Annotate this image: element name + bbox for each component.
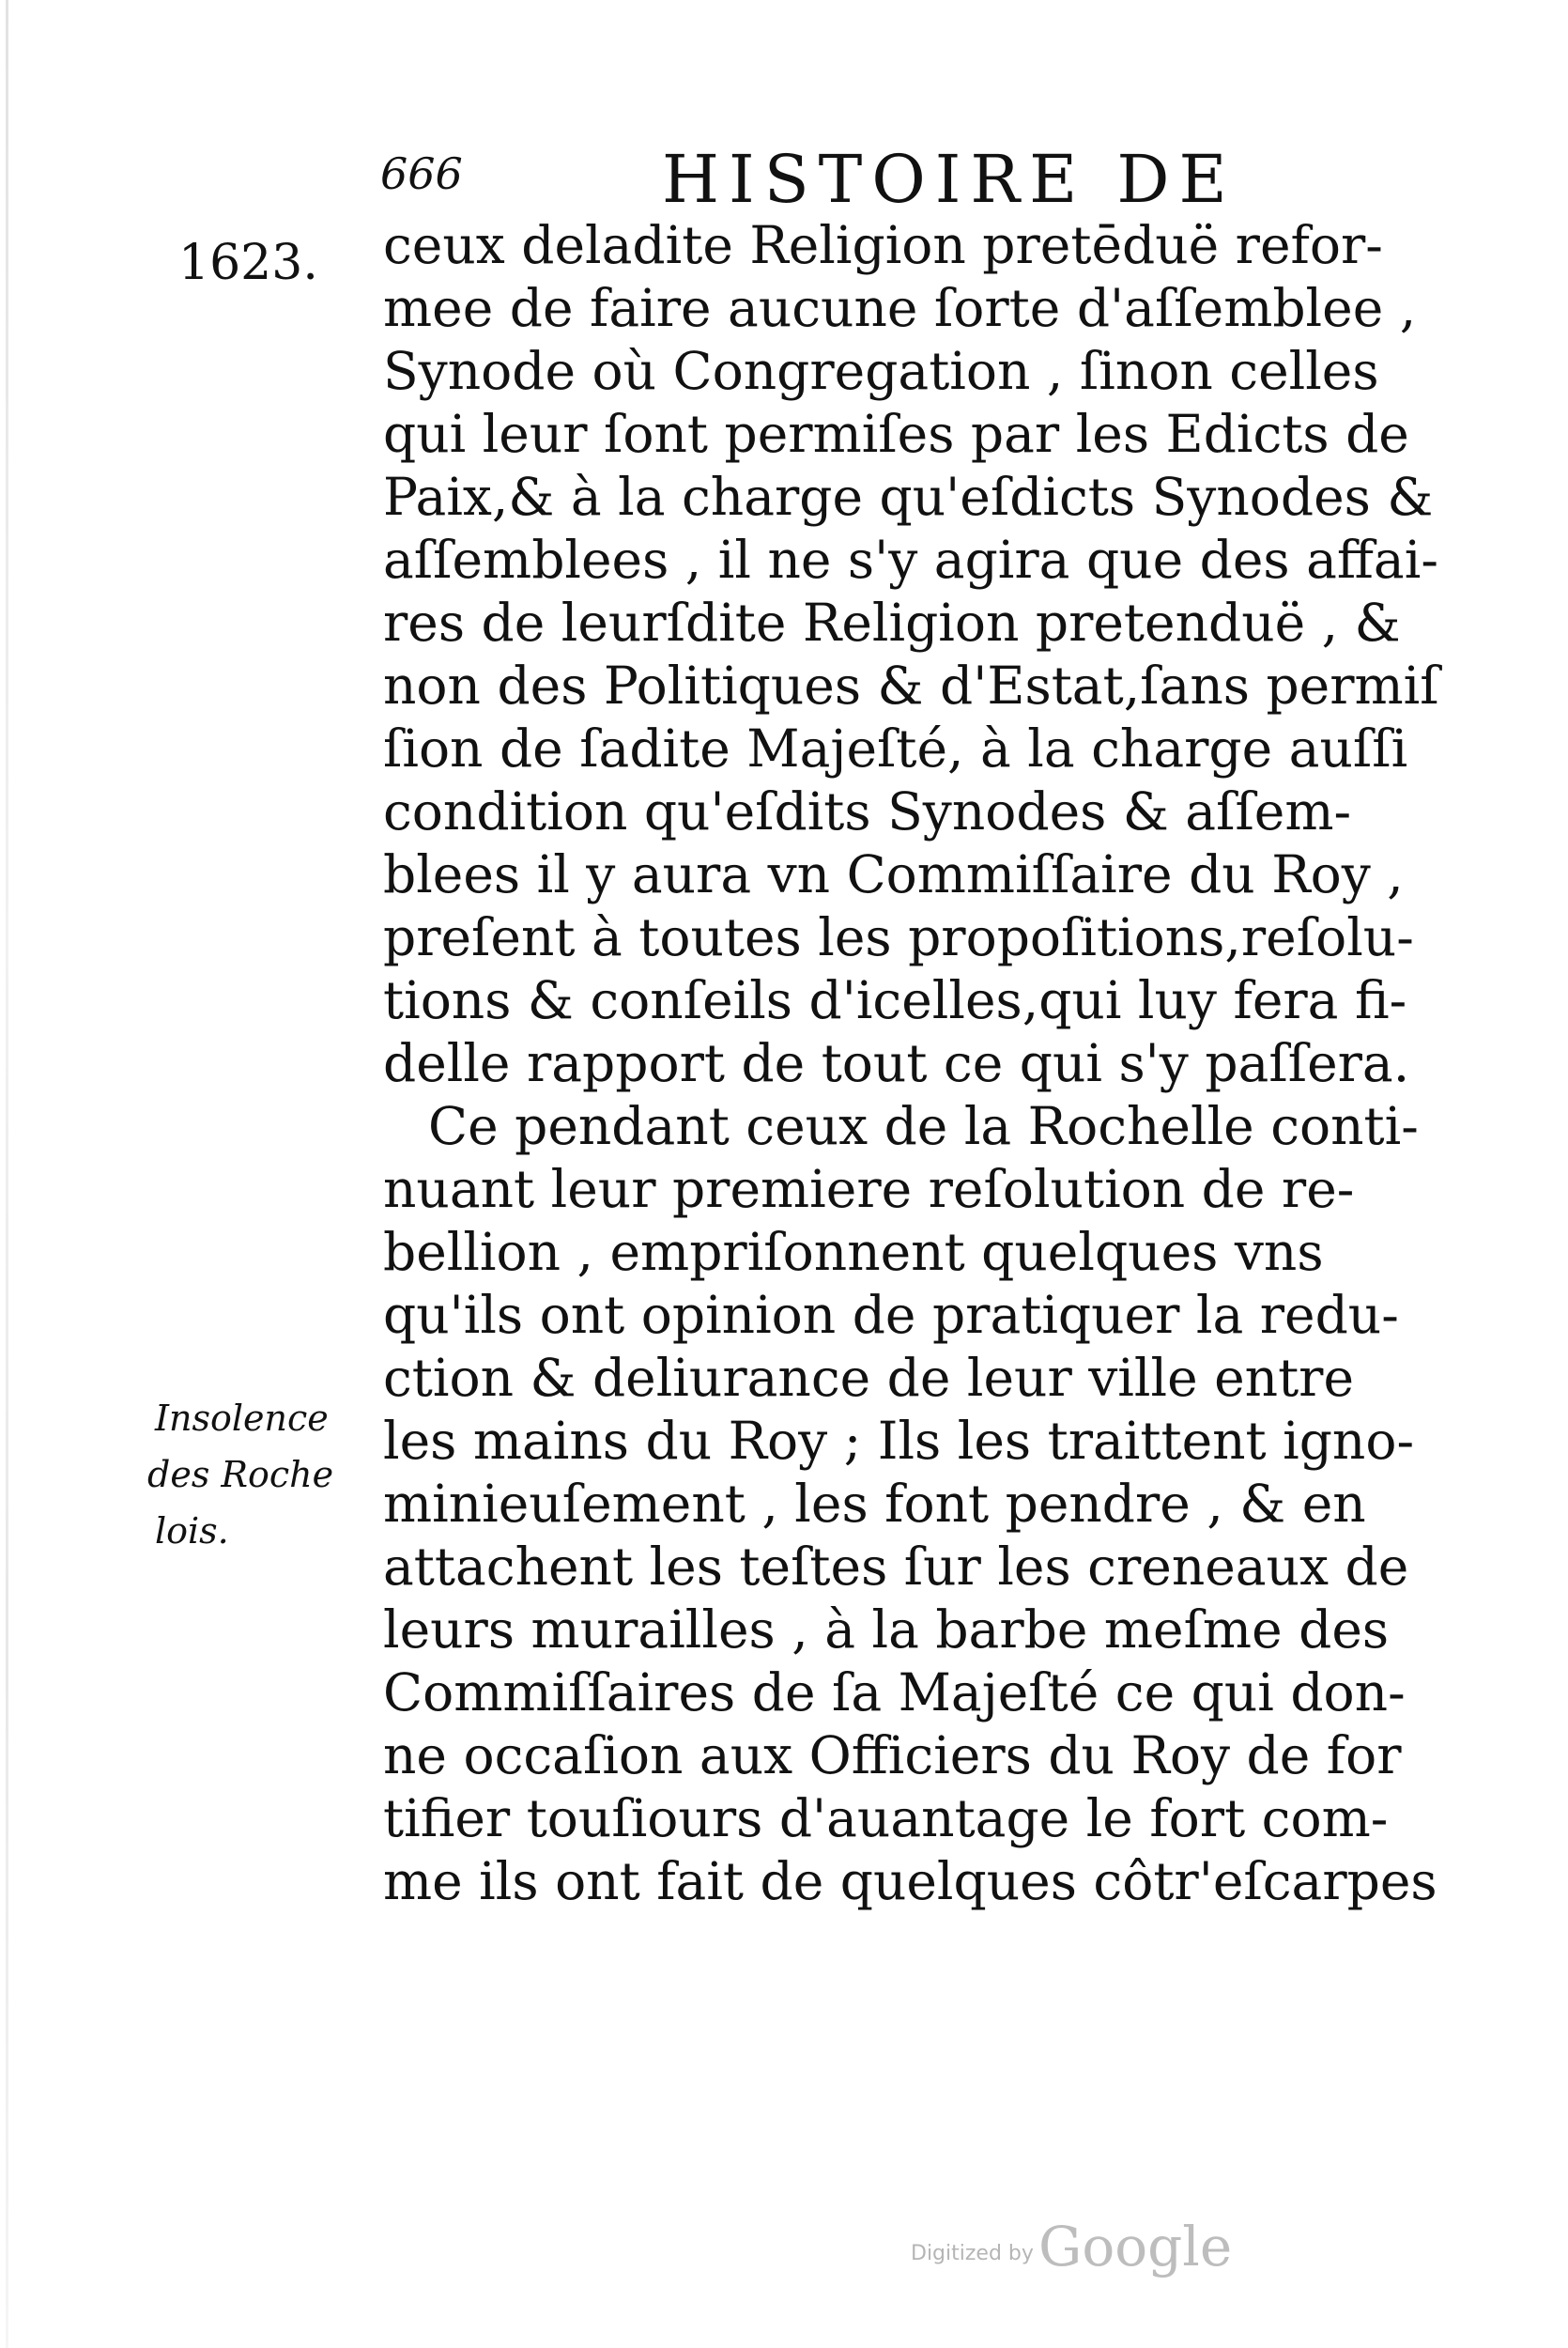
- margin-note-line: lois.: [155, 1510, 229, 1552]
- text-line: les mains du Roy ; Ils les traittent igno-: [383, 1411, 1415, 1471]
- text-line: ction & deliurance de leur ville entre: [383, 1348, 1355, 1408]
- watermark-prefix: Digitized by: [911, 2242, 1034, 2265]
- text-line: minieuſement , les font pendre , & en: [383, 1474, 1366, 1534]
- text-line: res de leurſdite Religion pretenduë , &: [383, 593, 1401, 653]
- text-line: mee de faire aucune ſorte d'aſſemblee ,: [383, 278, 1417, 338]
- running-title: HISTOIRE DE: [662, 141, 1237, 218]
- text-line: bellion , empriſonnent quelques vns: [383, 1222, 1324, 1282]
- text-line: Commiſſaires de ſa Majeſté ce qui don-: [383, 1662, 1406, 1722]
- text-line: preſent à toutes les propoſitions,reſolu-: [383, 907, 1414, 967]
- text-line: tifier touſiours d'auantage le fort com-: [383, 1788, 1389, 1848]
- text-line: nuant leur premiere reſolution de re-: [383, 1159, 1355, 1219]
- text-line: condition qu'eſdits Synodes & aſſem-: [383, 781, 1352, 842]
- margin-note-line: des Roche: [147, 1454, 334, 1495]
- margin-note-line: Insolence: [155, 1398, 329, 1439]
- text-line: blees il y aura vn Commiſſaire du Roy ,: [383, 844, 1404, 904]
- margin-note: [147, 1390, 371, 1559]
- text-line: qui leur ſont permiſes par les Edicts de: [383, 404, 1409, 464]
- text-line: qu'ils ont opinion de pratiquer la redu-: [383, 1285, 1399, 1345]
- text-line: Paix,& à la charge qu'eſdicts Synodes &: [383, 467, 1434, 527]
- text-line: non des Politiques & d'Estat,ſans permiſ: [383, 656, 1439, 716]
- text-line: ſion de ſadite Majeſté, à la charge auſſi: [383, 718, 1408, 779]
- google-logo: Google: [1038, 2215, 1233, 2278]
- text-line: delle rapport de tout ce qui s'y paſſera.: [383, 1033, 1410, 1093]
- text-line: Synode où Congregation , ſinon celles: [383, 341, 1379, 401]
- body-text: [383, 214, 1453, 1913]
- text-line: attachent les teſtes ſur les creneaux de: [383, 1537, 1409, 1597]
- page-edge-shadow: [6, 0, 8, 2348]
- margin-year: 1623.: [178, 235, 318, 291]
- page-number: 666: [380, 148, 463, 199]
- text-line: ceux deladite Religion pretēduë refor-: [383, 215, 1383, 275]
- text-line: ne occaſion aux Officiers du Roy de for: [383, 1725, 1402, 1785]
- text-line: aſſemblees , il ne s'y agira que des affai-: [383, 530, 1438, 590]
- digitized-watermark: [911, 2215, 1232, 2278]
- page-header: [380, 141, 1319, 225]
- text-line: me ils ont fait de quelques côtr'eſcarpes: [383, 1851, 1437, 1911]
- text-line: tions & conſeils d'icelles,qui luy fera fi-: [383, 970, 1407, 1030]
- text-line: leurs murailles , à la barbe meſme des: [383, 1599, 1390, 1660]
- paragraph-start-line: Ce pendant ceux de la Rochelle conti-: [428, 1096, 1419, 1156]
